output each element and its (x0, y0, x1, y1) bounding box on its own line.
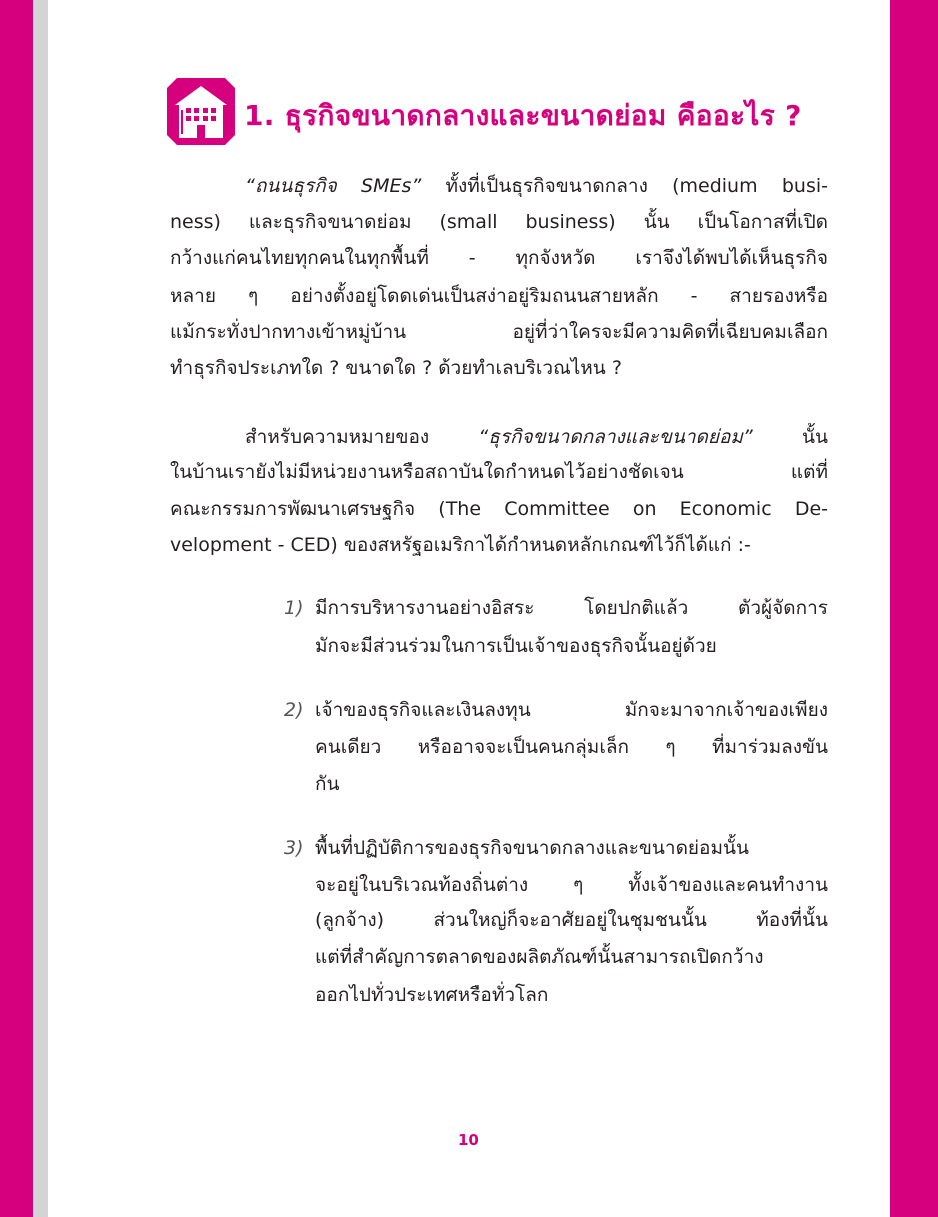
page-number: 10 (458, 1131, 479, 1149)
list-item-line: มักจะมีส่วนร่วมในการเป็นเจ้าของธุรกิจนั้นอยู่ด้วย (315, 635, 717, 657)
para2-line (245, 424, 828, 450)
list-item-line: คนเดียว หรืออาจจะเป็นคนกลุ่มเล็ก ๆ ที่มาร่วมลงขัน (315, 736, 828, 758)
list-item-line: ออกไปทั่วประเทศหรือทั่วโลก (315, 984, 549, 1006)
para1-line: หลาย ๆ อย่างตั้งอยู่โดดเด่นเป็นสง่าอยู่ริมถนนสายหลัก - สายรองหรือ (170, 285, 828, 307)
para1-line: ทำธุรกิจประเภทใด ? ขนาดใด ? ด้วยทำเลบริเวณไหน ? (170, 357, 622, 379)
para2-line: velopment - CED) ของสหรัฐอเมริกาได้กำหนดหลักเกณฑ์ไว้ก็ได้แก่ :- (170, 534, 751, 556)
para1-line: กว้างแก่คนไทยทุกคนในทุกพื้นที่ - ทุกจังหวัด เราจึงได้พบได้เห็นธุรกิจ (170, 247, 828, 269)
para2-line: ในบ้านเรายังไม่มีหน่วยงานหรือสถาบันใดกำหนดไว้อย่างชัดเจน แต่ที่ (170, 461, 828, 483)
list-item-line: พื้นที่ปฏิบัติการของธุรกิจขนาดกลางและขนาดย่อมนั้น (315, 837, 749, 859)
list-item-line: จะอยู่ในบริเวณท้องถิ่นต่าง ๆ ทั้งเจ้าของและคนทำงาน (315, 874, 828, 896)
left-grey-band (33, 0, 48, 1217)
para1-line: แม้กระทั่งปากทางเข้าหมู่บ้าน อยู่ที่ว่าใครจะมีความคิดที่เฉียบคมเลือก (170, 321, 828, 343)
list-number: 3) (284, 837, 304, 859)
list-item-line: (ลูกจ้าง) ส่วนใหญ่ก็จะอาศัยอยู่ในชุมชนนั้น ท้องที่นั้น (315, 909, 828, 931)
left-magenta-band (0, 0, 33, 1217)
list-item-line: เจ้าของธุรกิจและเงินลงทุน มักจะมาจากเจ้าของเพียง (315, 699, 828, 721)
para1-line: ness) และธุรกิจขนาดย่อม (small business) นั้น เป็นโอกาสที่เปิด (170, 211, 828, 233)
list-item-line: แต่ที่สำคัญการตลาดของผลิตภัณฑ์นั้นสามารถเปิดกว้าง (315, 946, 764, 968)
list-item-line: กัน (315, 773, 340, 795)
para1-line (245, 173, 828, 199)
para1-text: ทั้งที่เป็นธุรกิจขนาดกลาง (medium busi- (445, 175, 828, 197)
para2-tail: นั้น (802, 426, 828, 448)
right-magenta-band (890, 0, 938, 1217)
para2-lead: สำหรับความหมายของ (245, 426, 430, 448)
para2-line: คณะกรรมการพัฒนาเศรษฐกิจ (The Committee on Economic De- (170, 498, 828, 520)
section-title: 1. ธุรกิจขนาดกลางและขนาดย่อม คืออะไร ? (244, 99, 802, 132)
quote-sme-term: “ธุรกิจขนาดกลางและขนาดย่อม” (478, 426, 753, 448)
building-icon (167, 78, 235, 145)
list-number: 1) (284, 597, 304, 619)
list-item-line: มีการบริหารงานอย่างอิสระ โดยปกติแล้ว ตัวผู้จัดการ (315, 597, 828, 619)
list-number: 2) (284, 699, 304, 721)
quote-smes: “ถนนธุรกิจ SMEs” (245, 175, 422, 197)
